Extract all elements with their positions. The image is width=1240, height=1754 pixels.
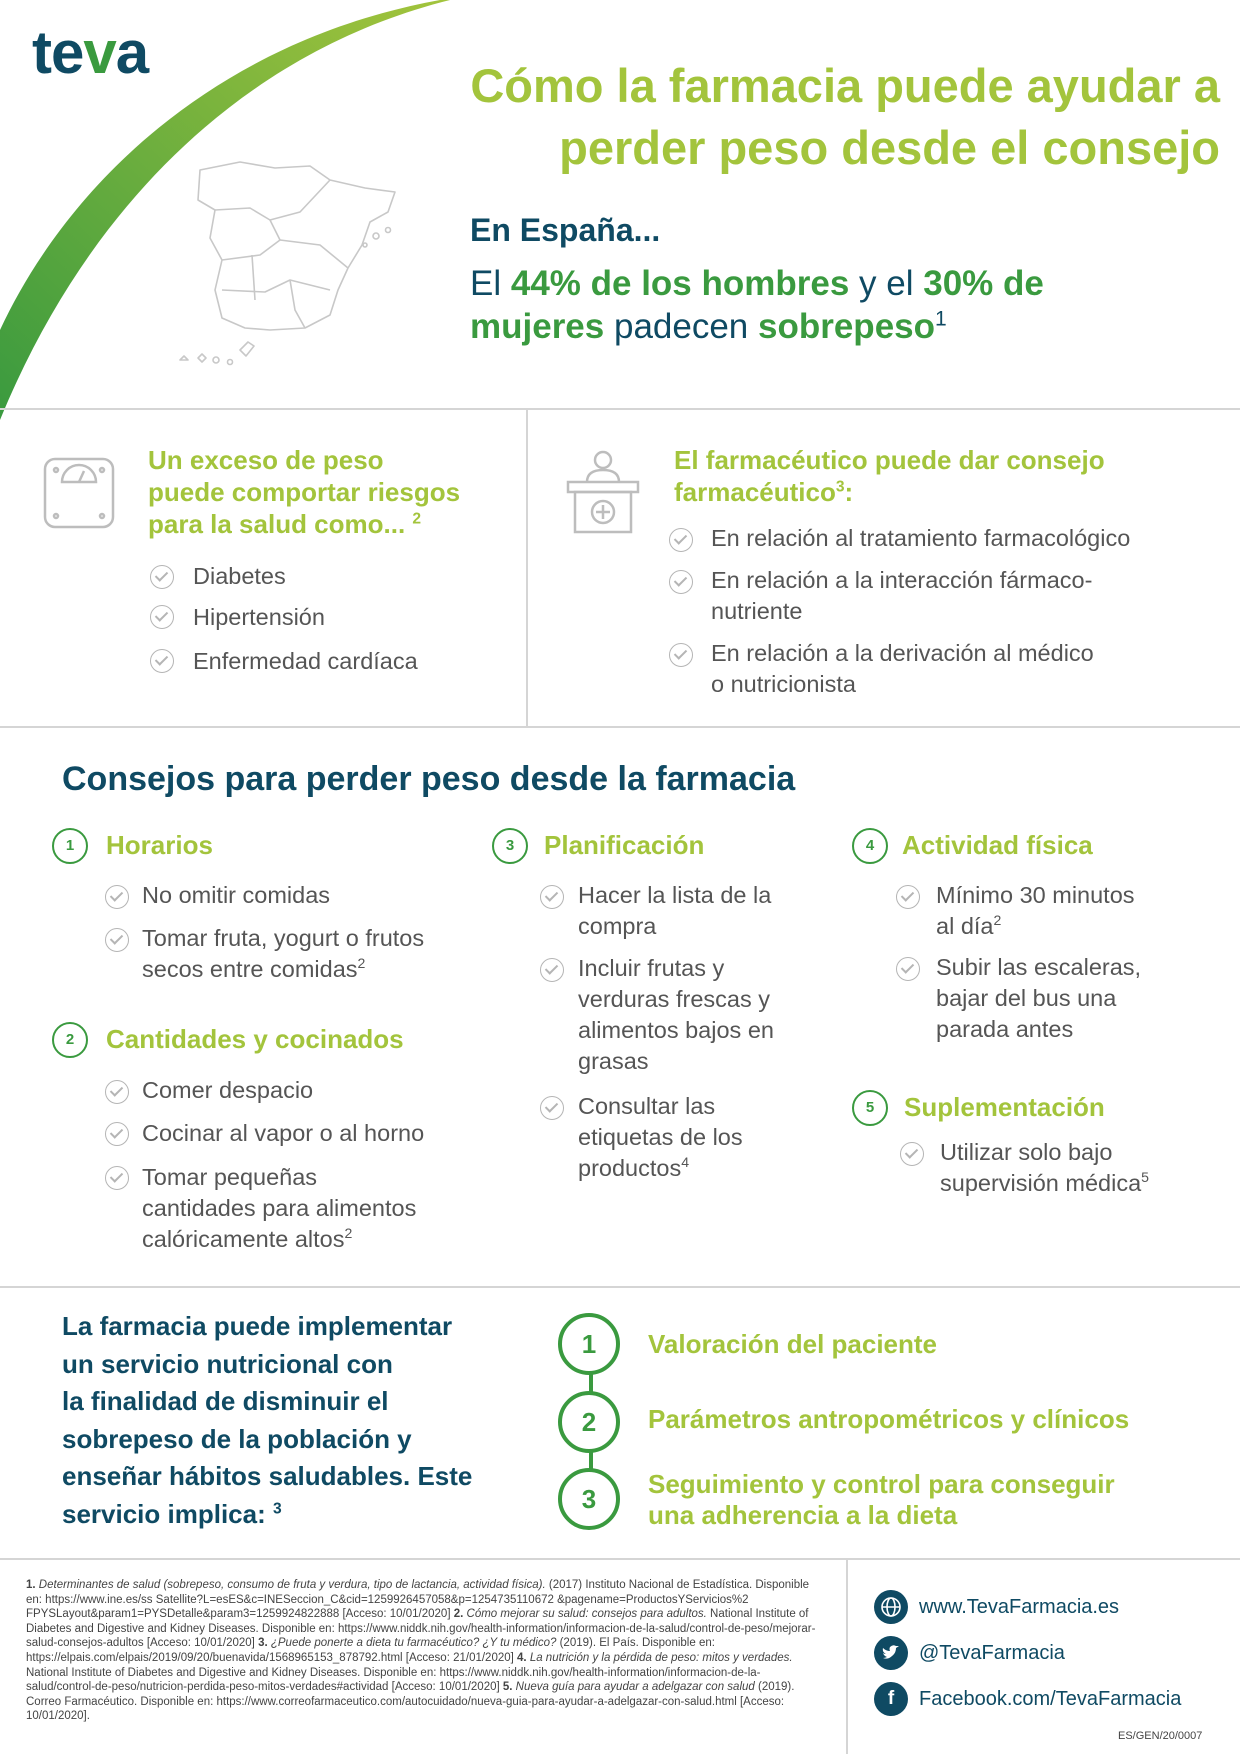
risk-item: Diabetes: [193, 563, 286, 589]
risks-title: Un exceso de peso puede comportar riesgos para la salud como... $^2$: [148, 445, 461, 539]
references: 1. Determinantes de salud (sobrepeso, consumo de fruta y verdura, tipo de lactancia, actividad física). (2017) Instituto Nacional de Estadística. Disponible en: https://www.ine.es/ss Satellite?L=esES&c=INESeccion_C&cid=1259926457058&p=1254735110672 &pagename=ProductosYServicios%2 FPYSLayout&param1=PYSDetalle&param3=1259924822888 [Acceso: 10/01/2020] 2. Cómo mejorar su salud: consejos para adultos. National Institute of Diabetes and Digestive and Kidney Diseases. Disponible en: https://www.niddk.nih.gov/health-information/informacion-de-la-salud/control-de-peso/mejorar-salud-consejos-adultos [Acceso: 10/01/2020] 3. ¿Puede ponerte a dieta tu farmacéutico? ¿Y tu médico? (2019). El País. Disponible en: https://elpais.com/elpais/2019/09/20/buenavida/1568965153_878792.html [Acceso: 21/01/2020] 4. La nutrición y la pérdida de peso: mitos y verdades. National Institute of Diabetes and Digestive and Kidney Diseases. Disponible en: https://www.niddk.nih.gov/health-information/informacion-de-la-salud/control-de-peso/nutricion-perdida-peso-mitos-verdades#actividad [Acceso: 10/01/2020] 5. Nueva guía para ayudar a adelgazar con salud (2019). Correo Farmacéutico. Disponible en: https://www.correofarmaceutico.com/autocuidado/nueva-guia-para-ayudar-a-adelgazar-con-salud.html [Acceso: 10/01/2020].: [26, 1579, 816, 1723]
twitter-link[interactable]: @TevaFarmacia: [919, 1642, 1065, 1664]
step-number: 3: [558, 1468, 620, 1530]
number-badge: 4: [852, 828, 888, 864]
scale-icon: [42, 456, 116, 530]
service-step: Valoración del paciente: [648, 1329, 937, 1359]
check-icon: [540, 958, 564, 982]
divider: [0, 1286, 1240, 1288]
tip-item: Hacer la lista de la compra: [578, 882, 772, 939]
pharmacist-title: El farmacéutico puede dar consejo farmacéutico$^3$:: [674, 445, 1105, 507]
tip-title-horarios: Horarios: [106, 830, 213, 860]
check-icon: [150, 649, 174, 673]
check-icon: [150, 605, 174, 629]
globe-icon: [874, 1590, 908, 1624]
divider-vertical: [846, 1560, 848, 1754]
check-icon: [669, 528, 693, 552]
check-icon: [540, 885, 564, 909]
document-code: ES/GEN/20/0007: [1118, 1730, 1203, 1742]
tip-title-planificacion: Planificación: [544, 830, 705, 860]
tip-title-actividad: Actividad física: [902, 830, 1093, 860]
step-number: 1: [558, 1313, 620, 1375]
website-link[interactable]: www.TevaFarmacia.es: [919, 1596, 1120, 1618]
title-line-1: Cómo la farmacia puede ayudar a: [470, 59, 1220, 112]
divider: [0, 726, 1240, 728]
tip-item: Comer despacio: [142, 1077, 314, 1103]
tip-item: Incluir frutas y verduras frescas y alimentos bajos en grasas: [578, 955, 774, 1074]
tip-item: Tomar fruta, yogurt o frutos secos entre comidas$^2$: [142, 925, 425, 982]
divider: [0, 1558, 1240, 1560]
divider-vertical: [526, 410, 528, 726]
spain-heading: En España...: [470, 212, 661, 248]
number-badge: 1: [52, 828, 88, 864]
check-icon: [105, 885, 129, 909]
pharmacist-item: En relación a la derivación al médico o nutricionista: [711, 640, 1094, 697]
check-icon: [669, 570, 693, 594]
check-icon: [150, 565, 174, 589]
check-icon: [105, 928, 129, 952]
spain-statistic: El 44% de los hombres y el 30% de mujeres padecen sobrepeso$^1$: [470, 264, 1044, 346]
number-badge: 3: [492, 828, 528, 864]
tip-title-cantidades: Cantidades y cocinados: [106, 1024, 404, 1054]
teva-logo: teva: [32, 19, 149, 86]
tip-item: No omitir comidas: [142, 882, 331, 908]
spain-map-icon: [170, 150, 410, 380]
tip-item: Mínimo 30 minutos al día$^2$: [936, 882, 1135, 939]
check-icon: [900, 1142, 924, 1166]
service-step: Seguimiento y control para conseguir una adherencia a la dieta: [648, 1469, 1115, 1530]
tip-item: Utilizar solo bajo supervisión médica$^5$: [940, 1139, 1149, 1196]
check-icon: [896, 885, 920, 909]
check-icon: [896, 957, 920, 981]
page-title: [420, 55, 1220, 179]
tip-item: Subir las escaleras, bajar del bus una parada antes: [936, 954, 1142, 1042]
check-icon: [669, 643, 693, 667]
facebook-link[interactable]: Facebook.com/TevaFarmacia: [919, 1688, 1182, 1710]
title-line-2: perder peso desde el consejo: [559, 121, 1220, 174]
pharmacist-item: En relación al tratamiento farmacológico: [711, 525, 1131, 551]
service-description: La farmacia puede implementar un servicio nutricional con la finalidad de disminuir el sobrepeso de la población y enseñar hábitos saludables. Este servicio implica: $^3$: [62, 1311, 473, 1529]
twitter-bird-icon: [874, 1636, 908, 1670]
step-number: 2: [558, 1391, 620, 1453]
check-icon: [105, 1080, 129, 1104]
service-step: Parámetros antropométricos y clínicos: [648, 1404, 1130, 1434]
check-icon: [540, 1096, 564, 1120]
tip-item: Cocinar al vapor o al horno: [142, 1120, 425, 1146]
tip-item: Tomar pequeñas cantidades para alimentos calóricamente altos$^2$: [142, 1164, 417, 1252]
pharmacist-counter-icon: [565, 450, 641, 536]
number-badge: 2: [52, 1022, 88, 1058]
pharmacist-item: En relación a la interacción fármaco- nutriente: [711, 567, 1093, 624]
tips-title: Consejos para perder peso desde la farmacia: [62, 760, 796, 798]
tip-title-suplementacion: Suplementación: [904, 1092, 1105, 1122]
risk-item: Hipertensión: [193, 604, 325, 630]
risk-item: Enfermedad cardíaca: [193, 648, 418, 674]
check-icon: [105, 1166, 129, 1190]
check-icon: [105, 1122, 129, 1146]
number-badge: 5: [852, 1090, 888, 1126]
divider: [0, 408, 1240, 410]
facebook-icon: f: [874, 1682, 908, 1716]
tip-item: Consultar las etiquetas de los productos$^4$: [578, 1093, 743, 1181]
